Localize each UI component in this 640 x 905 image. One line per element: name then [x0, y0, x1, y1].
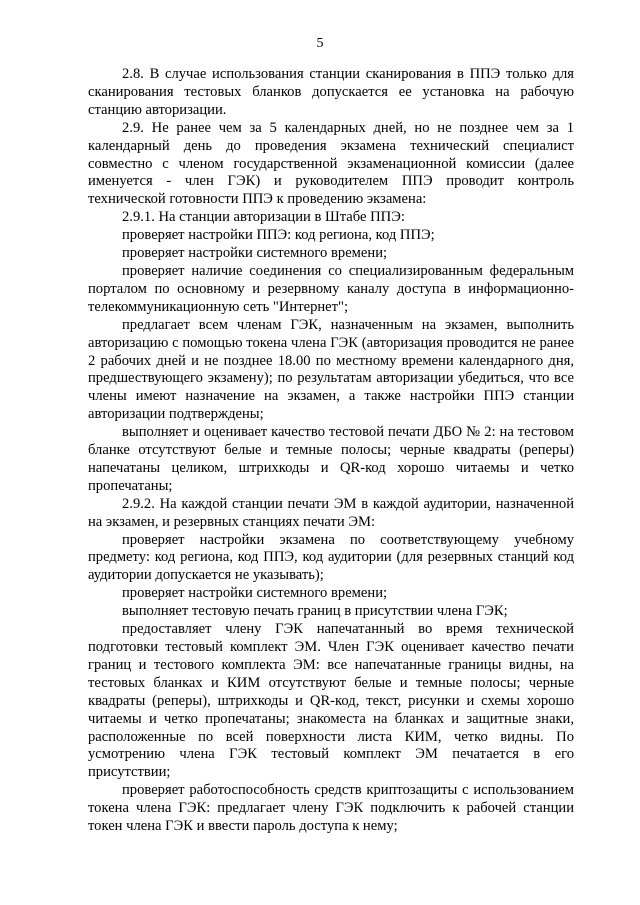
list-item: выполняет тестовую печать границ в присутствии члена ГЭК;: [122, 603, 508, 620]
list-item: предоставляет члену ГЭК напечатанный во время технической подготовки тестовый комплект ЭМ. Член ГЭК оценивает качество печати границ и тестового комплекта ЭМ: все напечатанные границы видны, на тестовых бланках и КИМ отсутствуют белые и темные полосы; черные квадраты (реперы), штрихкоды и QR-код, текст, рисунки и схемы хорошо читаемы и четко пропечатаны; знакоместа на бланках и защитные знаки, расположенные по всей поверхности листа КИМ, четко видны. По усмотрению члена ГЭК тестовый комплект ЭМ печатается в его присутствии;: [88, 621, 574, 781]
list-item: проверяет настройки ППЭ: код региона, код ППЭ;: [122, 227, 435, 244]
paragraph-2-9: 2.9. Не ранее чем за 5 календарных дней, но не позднее чем за 1 календарный день до проведения экзамена технический специалист совместно с членом государственной экзаменационной комиссии (далее именуется - член ГЭК) и руководителем ППЭ проводит контроль технической готовности ППЭ к проведению экзамена:: [88, 119, 574, 208]
list-item: проверяет наличие соединения со специализированным федеральным порталом по основному и резервному каналу доступа в информационно-телекоммуникационную сеть "Интернет";: [88, 262, 574, 315]
document-body: [88, 66, 574, 836]
paragraph-2-9-2: 2.9.2. На каждой станции печати ЭМ в каждой аудитории, назначенной на экзамен, и резервных станциях печати ЭМ:: [88, 495, 574, 530]
list-item: проверяет настройки системного времени;: [122, 245, 388, 262]
list-item: проверяет настройки системного времени;: [122, 585, 388, 602]
list-item: проверяет работоспособность средств криптозащиты с использованием токена члена ГЭК: предлагает члену ГЭК подключить к рабочей станции токен члена ГЭК и ввести пароль доступа к нему;: [88, 782, 574, 835]
paragraph-2-9-1: 2.9.1. На станции авторизации в Штабе ППЭ:: [122, 209, 405, 226]
list-item: проверяет настройки экзамена по соответствующему учебному предмету: код региона, код ППЭ, код аудитории (для резервных станций код аудитории допускается не указывать);: [88, 531, 574, 584]
paragraph-2-8: 2.8. В случае использования станции сканирования в ППЭ только для сканирования тестовых бланков допускается ее установка на рабочую станцию авторизации.: [88, 66, 574, 118]
list-item: выполняет и оценивает качество тестовой печати ДБО № 2: на тестовом бланке отсутствуют белые и темные полосы; черные квадраты (реперы) напечатаны целиком, штрихкоды и QR-код хорошо читаемы и четко пропечатаны;: [88, 424, 574, 494]
page-number: 5: [316, 36, 324, 51]
list-item: предлагает всем членам ГЭК, назначенным на экзамен, выполнить авторизацию с помощью токена члена ГЭК (авторизация проводится не ранее 2 рабочих дней и не позднее 18.00 по местному времени календарного дня, предшествующего экзамену); по результатам авторизации убедиться, что все члены имеют назначение на экзамен, а также настройки ППЭ станции авторизации подтверждены;: [88, 316, 574, 423]
